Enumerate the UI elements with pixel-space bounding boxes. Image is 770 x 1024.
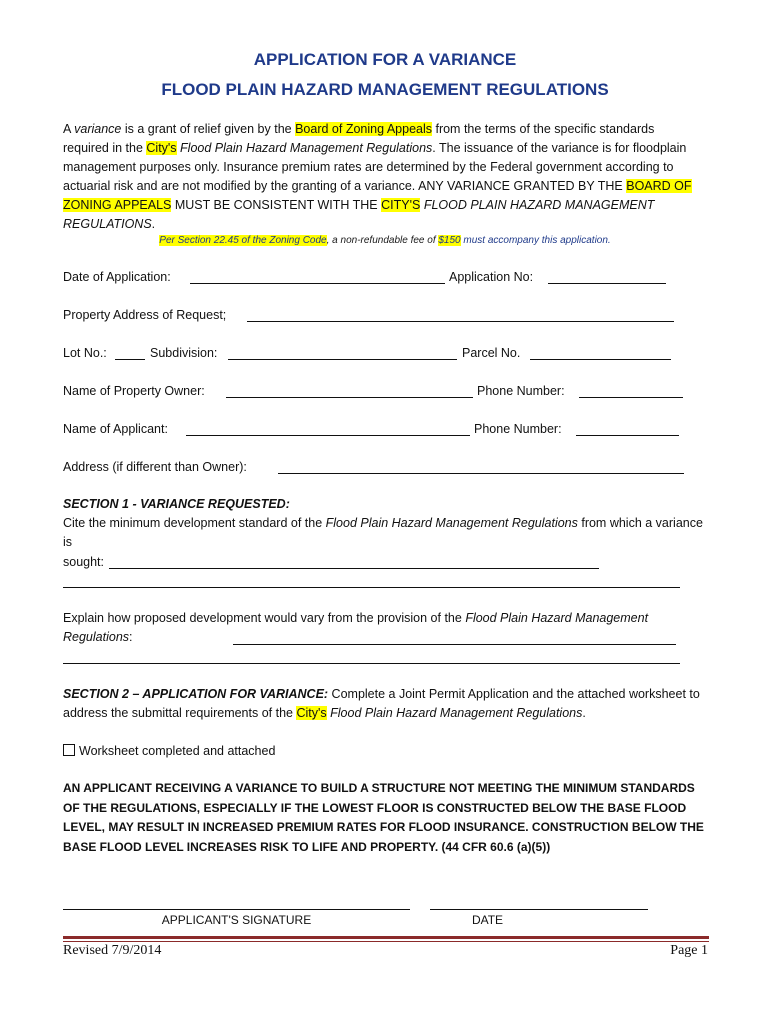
regulations-title: Flood Plain Hazard Management Regulations bbox=[63, 611, 649, 644]
owner-phone-label: Phone Number: bbox=[477, 384, 565, 398]
property-address-label: Property Address of Request; bbox=[63, 308, 227, 322]
page-number: Page 1 bbox=[670, 943, 708, 958]
signature-caption: APPLICANT'S SIGNATURE bbox=[161, 913, 312, 927]
applicant-field[interactable] bbox=[186, 435, 470, 436]
address-field[interactable] bbox=[278, 473, 684, 474]
checkbox[interactable] bbox=[63, 744, 75, 756]
zoning-code-reference: Per Section 22.45 of the Zoning Code bbox=[159, 235, 327, 246]
regulations-title: Flood Plain Hazard Management Regulations bbox=[180, 141, 433, 155]
intro-text: A bbox=[63, 122, 75, 136]
page-subtitle: FLOOD PLAIN HAZARD MANAGEMENT REGULATIONS bbox=[161, 80, 609, 99]
section1-heading: SECTION 1 - VARIANCE REQUESTED: bbox=[63, 497, 290, 511]
date-field[interactable] bbox=[190, 283, 445, 284]
worksheet-checkbox-label: Worksheet completed and attached bbox=[79, 744, 276, 758]
city-highlight: City's bbox=[146, 141, 177, 155]
signature-date-field[interactable] bbox=[430, 909, 648, 910]
page-title: APPLICATION FOR A VARIANCE bbox=[253, 50, 517, 69]
owner-label: Name of Property Owner: bbox=[63, 384, 205, 398]
intro-text: from the terms of the specific standards required in the bbox=[63, 122, 655, 155]
sought-label: sought: bbox=[63, 555, 105, 569]
section1-cite bbox=[63, 514, 703, 552]
subdivision-field[interactable] bbox=[228, 359, 457, 360]
intro-text: . The issuance of the variance is for floodplain management purposes only. Insurance premium rates are determined by the Federal government according to actuarial risk and are not modified by the granting of a variance. ANY VARIANCE GRANTED BY THE bbox=[63, 141, 687, 193]
address-label: Address (if different than Owner): bbox=[63, 460, 247, 474]
regulations-title: Flood Plain Hazard Management Regulations bbox=[330, 706, 583, 720]
bza-caps-highlight: BOARD OF ZONING APPEALS bbox=[63, 179, 692, 212]
application-no-field[interactable] bbox=[548, 283, 666, 284]
sought-field[interactable] bbox=[109, 568, 599, 569]
section2-text: . bbox=[582, 706, 586, 720]
section2-text: Complete a Joint Permit Application and the attached worksheet to address the submittal requirements of the bbox=[63, 687, 700, 720]
lot-no-label: Lot No.: bbox=[63, 346, 107, 360]
footer-rule-thin bbox=[63, 941, 709, 942]
revised-date: Revised 7/9/2014 bbox=[63, 943, 162, 958]
parcel-no-label: Parcel No. bbox=[462, 346, 521, 360]
section1-text: Explain how proposed development would vary from the provision of the bbox=[63, 611, 466, 625]
city-caps-highlight: CITY'S bbox=[381, 198, 421, 212]
intro-text: is a grant of relief given by the bbox=[121, 122, 296, 136]
owner-phone-field[interactable] bbox=[579, 397, 683, 398]
section2-heading: SECTION 2 – APPLICATION FOR VARIANCE: bbox=[63, 687, 329, 701]
bza-highlight: Board of Zoning Appeals bbox=[295, 122, 432, 136]
parcel-no-field[interactable] bbox=[530, 359, 671, 360]
date-label: Date of Application: bbox=[63, 270, 171, 284]
explain-field[interactable] bbox=[233, 644, 676, 645]
regulations-title: Flood Plain Hazard Management Regulations bbox=[325, 516, 578, 530]
city-highlight: City's bbox=[296, 706, 327, 720]
footer-rule bbox=[63, 936, 709, 939]
variance-term: variance bbox=[74, 122, 122, 136]
date-caption: DATE bbox=[471, 913, 504, 927]
sought-field-line2[interactable] bbox=[63, 587, 680, 588]
fee-amount: $150 bbox=[438, 235, 461, 246]
applicant-label: Name of Applicant: bbox=[63, 422, 168, 436]
worksheet-checkbox-row[interactable] bbox=[63, 742, 275, 760]
fee-note bbox=[0, 235, 770, 246]
intro-text: MUST BE CONSISTENT WITH THE bbox=[171, 198, 382, 212]
section1-text: from which a variance is bbox=[63, 516, 703, 549]
warning-notice: AN APPLICANT RECEIVING A VARIANCE TO BUILD A STRUCTURE NOT MEETING THE MINIMUM STANDARDS OF THE REGULATIONS, ESPECIALLY IF THE LOWEST FLOOR IS CONSTRUCTED BELOW THE BASE FLOOD LEVEL, MAY RESULT IN INCREASED PREMIUM RATES FOR FLOOD INSURANCE. CONSTRUCTION BELOW THE BASE FLOOD LEVEL INCREASES RISK TO LIFE AND PROPERTY. (44 CFR 60.6 (a)(5)) bbox=[63, 781, 704, 854]
intro-paragraph bbox=[63, 120, 703, 234]
section1-text: : bbox=[129, 630, 133, 644]
regulations-caps-title: FLOOD PLAIN HAZARD MANAGEMENT REGULATIONS bbox=[63, 198, 655, 231]
section1-explain bbox=[63, 609, 703, 647]
applicant-phone-label: Phone Number: bbox=[474, 422, 562, 436]
subdivision-label: Subdivision: bbox=[150, 346, 218, 360]
property-address-field[interactable] bbox=[247, 321, 674, 322]
explain-field-line2[interactable] bbox=[63, 663, 680, 664]
fee-note-text: must accompany this application. bbox=[460, 235, 611, 246]
applicant-phone-field[interactable] bbox=[576, 435, 679, 436]
application-no-label: Application No: bbox=[449, 270, 534, 284]
fee-note-text: , a non-refundable fee of bbox=[326, 235, 439, 246]
section2-paragraph bbox=[63, 685, 703, 723]
owner-field[interactable] bbox=[226, 397, 473, 398]
lot-no-field[interactable] bbox=[115, 359, 145, 360]
signature-field[interactable] bbox=[63, 909, 410, 910]
intro-text: . bbox=[151, 217, 156, 231]
section1-text: Cite the minimum development standard of the bbox=[63, 516, 326, 530]
